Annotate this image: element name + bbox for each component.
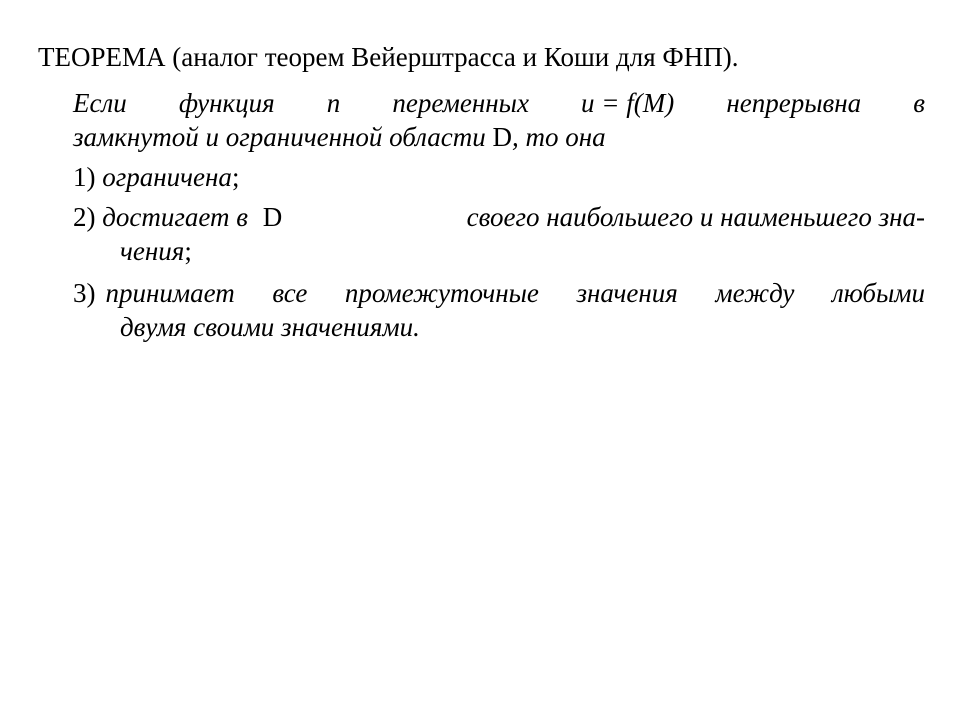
word-variables: переменных <box>392 88 529 118</box>
word-in: в <box>913 88 925 118</box>
list-item <box>73 276 925 344</box>
statement-line-1 <box>73 86 925 120</box>
item-number: 1) <box>73 162 96 192</box>
statement-line-2 <box>73 120 925 154</box>
theorem-title: ТЕОРЕМА (аналог теорем Вейерштрасса и Коши для ФНП). <box>38 42 739 72</box>
item-text-b: своего наибольшего и наименьшего зна- <box>466 202 925 232</box>
item-text: принимает все промежуточные значения между любыми <box>105 278 925 308</box>
item-tail: ; <box>184 236 192 266</box>
var-d: D <box>492 122 512 152</box>
word-if: Если <box>73 88 127 118</box>
item-text-a: достигает в <box>102 202 249 232</box>
item-tail: ; <box>231 162 240 192</box>
item-number: 3) <box>73 278 96 308</box>
item-continuation: чения <box>120 236 185 266</box>
theorem-statement <box>73 86 925 154</box>
list-item <box>73 200 925 268</box>
item-text: ограничена <box>102 162 232 192</box>
list-item <box>73 160 925 194</box>
word-function: функция <box>178 88 275 118</box>
item-continuation: двумя своими значениями. <box>120 312 420 342</box>
var-d: D <box>262 202 283 232</box>
var-n: n <box>326 88 341 118</box>
word-continuous: непрерывна <box>726 88 862 118</box>
statement-line-2-text: замкнутой и ограниченной области <box>73 122 486 152</box>
item-number: 2) <box>73 202 96 232</box>
statement-line-2-end: , то она <box>512 122 606 152</box>
formula-u-equals-f-m: u = f(M) <box>581 88 675 118</box>
